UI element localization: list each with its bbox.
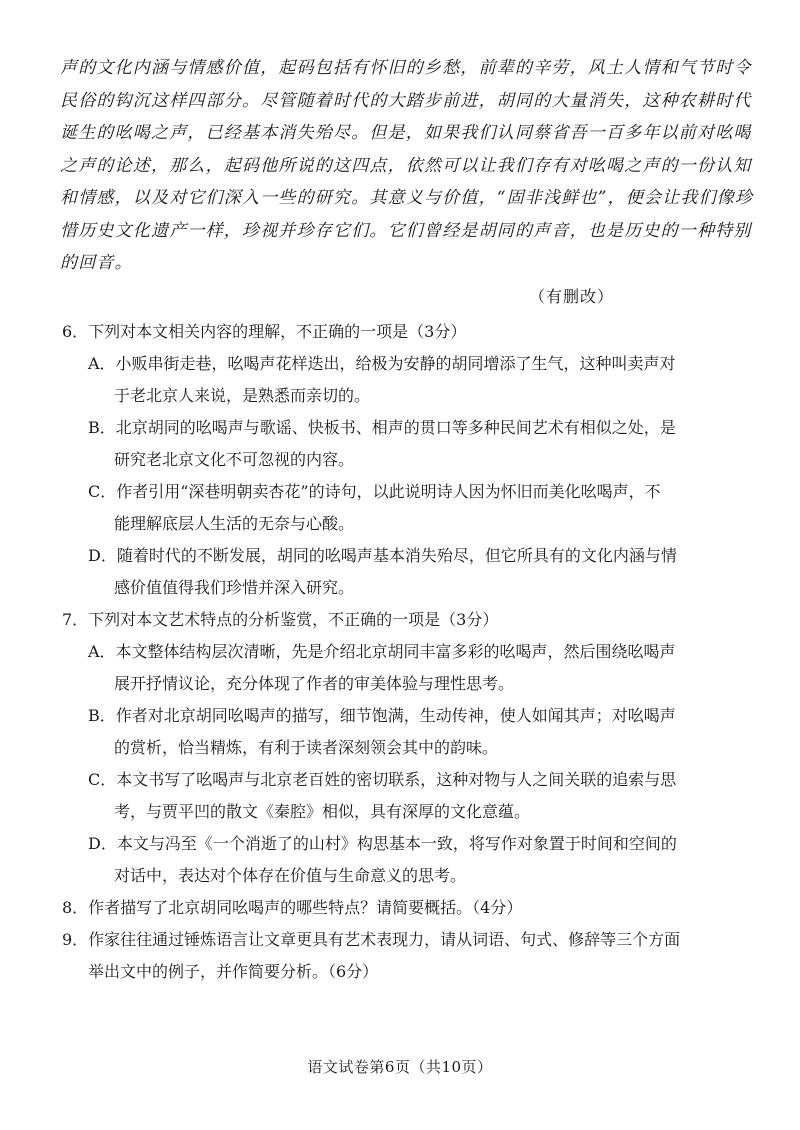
passage-line: 之声的论述，那么，起码他所说的这四点，依然可以让我们存有对吆喝之声的一份认知: [60, 155, 752, 176]
option-d: [62, 828, 752, 892]
option-c: [62, 476, 752, 540]
question-stem: 6．下列对本文相关内容的理解，不正确的一项是（3分）: [62, 322, 467, 341]
passage-line: 的回音。: [60, 253, 133, 273]
passage-line: 和情感，以及对它们深入一些的研究。其意义与价值，“固非浅鲜也”，便会让我们像珍: [60, 188, 754, 208]
option-b: [62, 700, 752, 764]
option-text-cont: 展开抒情议论，充分体现了作者的审美体验与理性思考。: [114, 674, 515, 693]
option-text: C．本文书写了吆喝声与北京老百姓的密切联系，这种对物与人之间关联的追索与思: [88, 770, 677, 789]
option-a: [62, 348, 752, 412]
passage-line: 民俗的钩沉这样四部分。尽管随着时代的大踏步前进，胡同的大量消失，这种农耕时代: [60, 90, 752, 111]
passage-line: 声的文化内涵与情感价值，起码包括有怀旧的乡愁，前辈的辛劳，风土人情和气节时令: [60, 58, 752, 78]
option-a: [62, 636, 752, 700]
option-text-cont: 研究老北京文化不可忽视的内容。: [114, 450, 355, 469]
question-stem-cont: 举出文中的例子，并作简要分析。（6分）: [88, 962, 379, 981]
option-text: B．作者对北京胡同吆喝声的描写，细节饱满，生动传神，使人如闻其声；对吆喝声: [88, 706, 676, 725]
page-footer: 语文试卷第6页（共10页）: [307, 1058, 493, 1076]
passage-text: [60, 52, 754, 280]
option-text: D．本文与冯至《一个消逝了的山村》构思基本一致，将写作对象置于时间和空间的: [88, 834, 677, 853]
option-text: A．本文整体结构层次清晰，先是介绍北京胡同丰富多彩的吆喝声，然后围绕吆喝声: [88, 642, 676, 661]
passage-line: 诞生的吆喝之声，已经基本消失殆尽。但是，如果我们认同蔡省吾一百多年以前对吆喝: [60, 123, 752, 143]
option-text-cont: 对话中，表达对个体存在价值与生命意义的思考。: [114, 866, 467, 885]
option-text: C．作者引用“深巷明朝卖杏花”的诗句，以此说明诗人因为怀旧而美化吆喝声，不: [88, 482, 661, 501]
option-text-cont: 于老北京人来说，是熟悉而亲切的。: [114, 386, 371, 405]
option-b: [62, 412, 752, 476]
question-6: [62, 316, 752, 604]
option-c: [62, 764, 752, 828]
option-text: A．小贩串街走巷，吆喝声花样迭出，给极为安静的胡同增添了生气，这种叫卖声对: [88, 354, 676, 373]
question-stem: 7．下列对本文艺术特点的分析鉴赏，不正确的一项是（3分）: [62, 610, 499, 629]
option-text-cont: 感价值值得我们珍惜并深入研究。: [114, 578, 355, 597]
option-text-cont: 考，与贾平凹的散文《秦腔》相似，具有深厚的文化意蕴。: [114, 802, 531, 821]
source-note: （有删改）: [528, 287, 614, 306]
passage-line: 惜历史文化遗产一样，珍视并珍存它们。它们曾经是胡同的声音，也是历史的一种特别: [60, 220, 752, 241]
option-text: D．随着时代的不断发展，胡同的吆喝声基本消失殆尽，但它所具有的文化内涵与情: [88, 546, 677, 565]
question-stem: 8．作者描写了北京胡同吆喝声的哪些特点？请简要概括。（4分）: [62, 898, 523, 917]
option-text-cont: 能理解底层人生活的无奈与心酸。: [114, 514, 355, 533]
option-text: B．北京胡同的吆喝声与歌谣、快板书、相声的贯口等多种民间艺术有相似之处，是: [88, 418, 676, 437]
question-stem: 9．作家往往通过锤炼语言让文章更具有艺术表现力，请从词语、句式、修辞等三个方面: [62, 930, 681, 949]
option-text-cont: 的赏析，恰当精炼，有利于读者深刻领会其中的韵味。: [114, 738, 499, 757]
question-list: [62, 316, 752, 988]
option-d: [62, 540, 752, 604]
question-7: [62, 604, 752, 892]
question-8: [62, 892, 752, 924]
question-9: [62, 924, 752, 988]
